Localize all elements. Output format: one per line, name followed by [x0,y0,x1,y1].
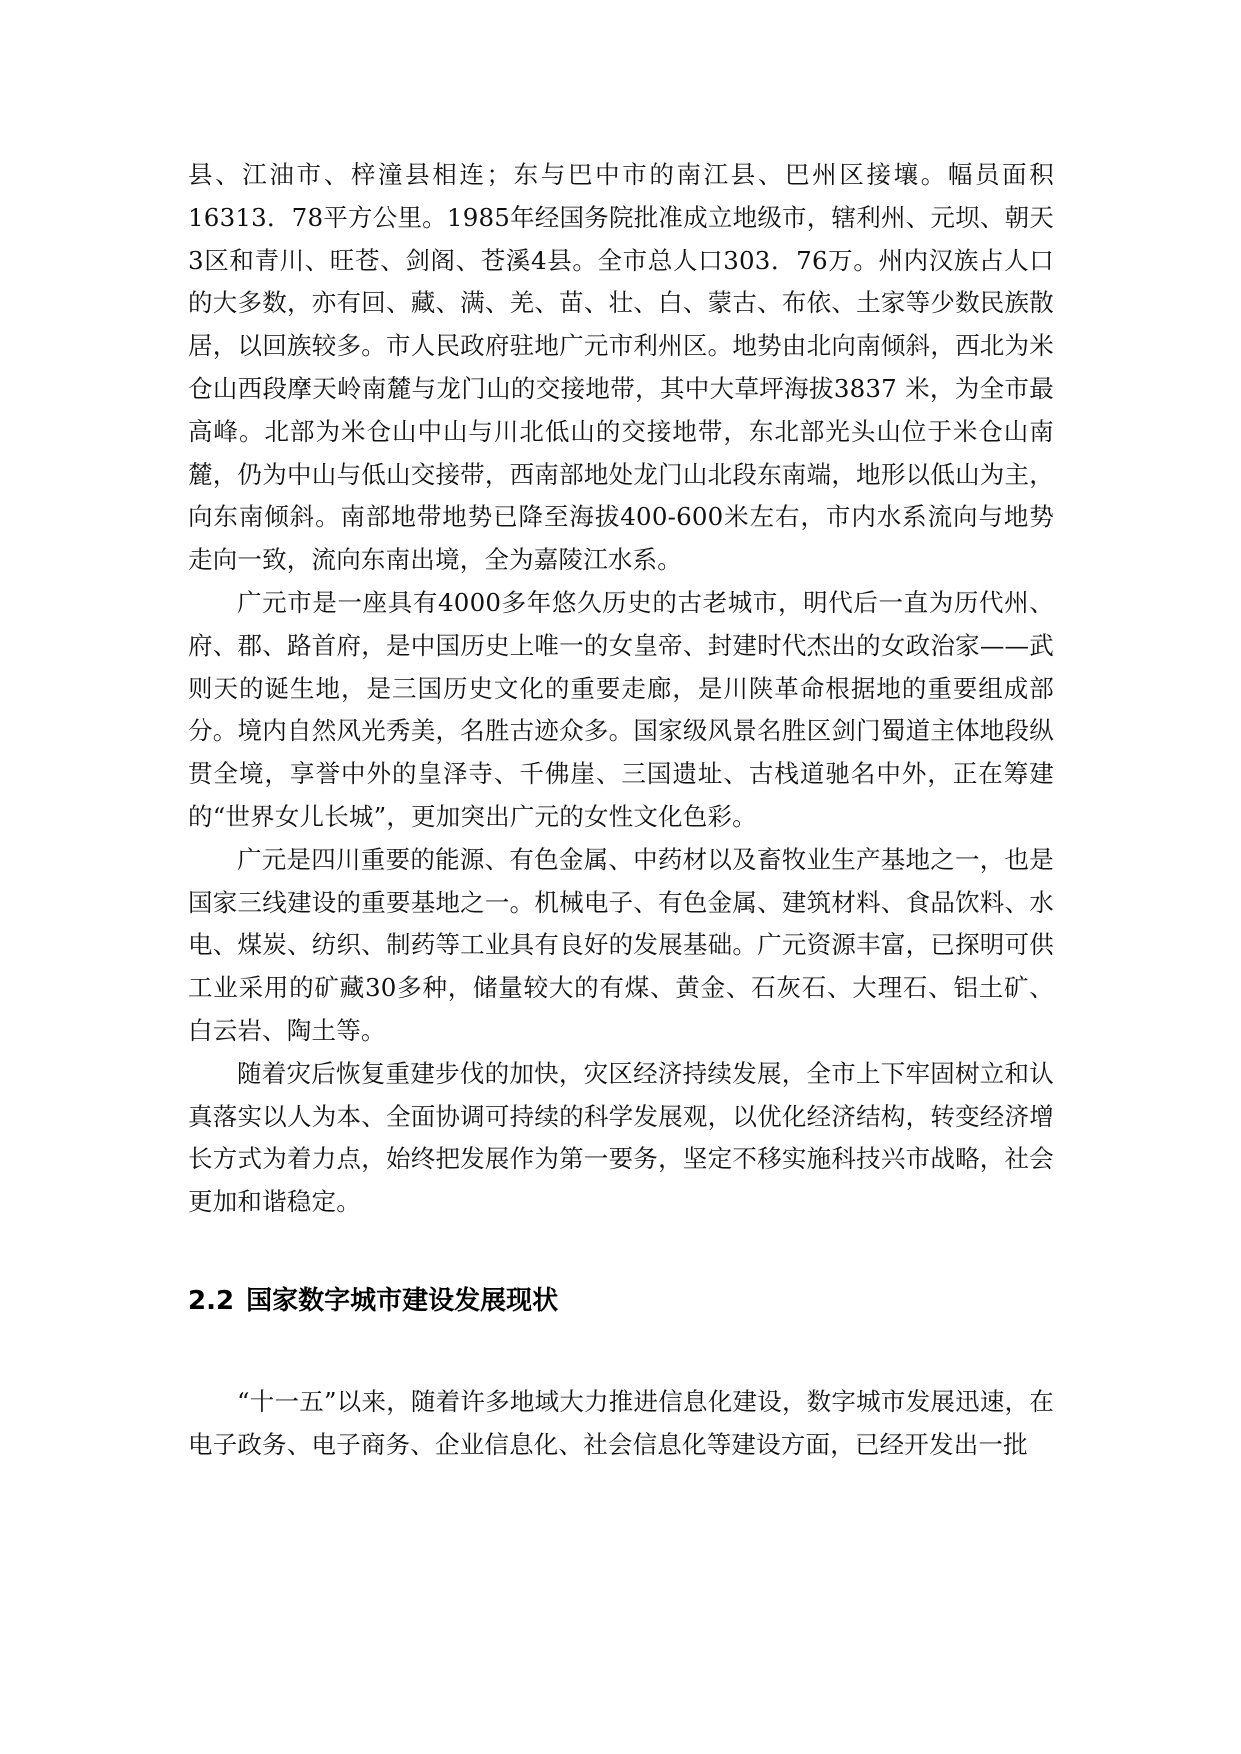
section-heading [188,1271,1054,1331]
paragraph-development: 随着灾后恢复重建步伐的加快，灾区经济持续发展，全市上下牢固树立和认真落实以人为本、全面协调可持续的科学发展观，以优化经济结构，转变经济增长方式为着力点，始终把发展作为第一要务，坚定不移实施科技兴市战略，社会更加和谐稳定。 [188,1058,1054,1217]
paragraph-history: 广元市是一座具有4000多年悠久历史的古老城市，明代后一直为历代州、府、郡、路首府，是中国历史上唯一的女皇帝、封建时代杰出的女政治家——武则天的诞生地，是三国历史文化的重要走廊，是川陕革命根据地的重要组成部分。境内自然风光秀美，名胜古迹众多。国家级风景名胜区剑门蜀道主体地段纵贯全境，享誉中外的皇泽寺、千佛崖、三国遗址、古栈道驰名中外，正在筹建的“世界女儿长城”，更加突出广元的女性文化色彩。 [188,587,1054,831]
section-number: 2.2 [188,1285,235,1316]
section-title: 国家数字城市建设发展现状 [246,1285,559,1316]
paragraph-digital-city: “十一五”以来，随着许多地域大力推进信息化建设，数字城市发展迅速，在电子政务、电子商务、企业信息化、社会信息化等建设方面，已经开发出一批 [188,1386,1054,1459]
paragraph-geography: 县、江油市、梓潼县相连；东与巴中市的南江县、巴州区接壤。幅员面积16313．78平方公里。1985年经国务院批准成立地级市，辖利州、元坝、朝天3区和青川、旺苍、剑阁、苍溪4县。全市总人口303．76万。州内汉族占人口的大多数，亦有回、藏、满、羌、苗、壮、白、蒙古、布依、土家等少数民族散居，以回族较多。市人民政府驻地广元市利州区。地势由北向南倾斜，西北为米仓山西段摩天岭南麓与龙门山的交接地带，其中大草坪海拔3837 米，为全市最高峰。北部为米仓山中山与川北低山的交接地带，东北部光头山位于米仓山南麓，仍为中山与低山交接带，西南部地处龙门山北段东南端，地形以低山为主，向东南倾斜。南部地带地势已降至海拔400-600米左右，市内水系流向与地势走向一致，流向东南出境，全为嘉陵江水系。 [188,160,1054,575]
page-content [188,154,1054,1467]
paragraph-industry: 广元是四川重要的能源、有色金属、中药材以及畜牧业生产基地之一，也是国家三线建设的重要基地之一。机械电子、有色金属、建筑材料、食品饮料、水电、煤炭、纺织、制药等工业具有良好的发展基础。广元资源丰富，已探明可供工业采用的矿藏30多种，储量较大的有煤、黄金、石灰石、大理石、铝土矿、白云岩、陶土等。 [188,844,1054,1045]
